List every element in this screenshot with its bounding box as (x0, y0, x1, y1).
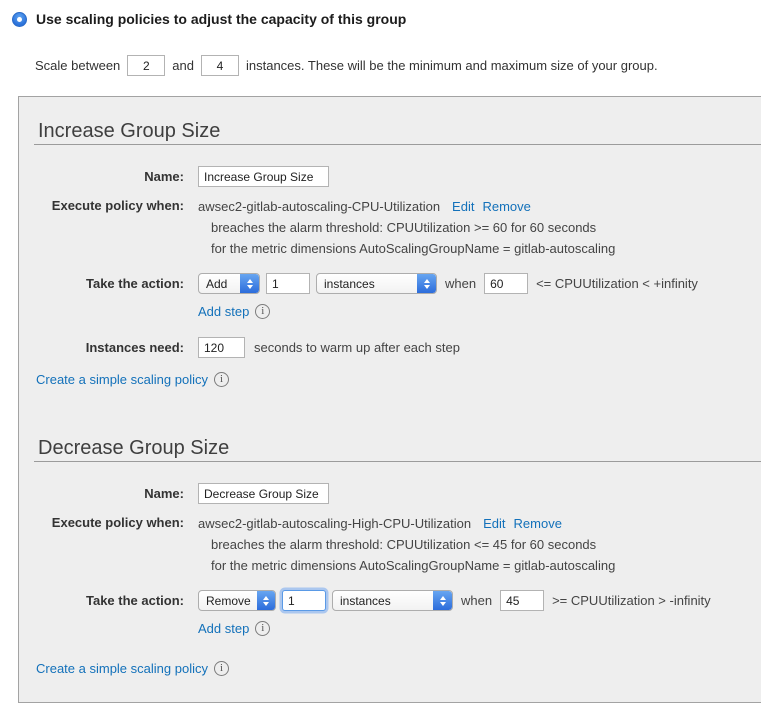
edit-alarm-link[interactable]: Edit (483, 516, 506, 531)
warmup-suffix: seconds to warm up after each step (254, 340, 460, 355)
decrease-execute-row (19, 513, 761, 576)
radio-selected-icon[interactable] (12, 12, 27, 27)
select-stepper-icon (417, 274, 436, 293)
increase-warmup-row (19, 337, 761, 358)
action-unit-select[interactable]: instances (332, 590, 453, 611)
action-type-select[interactable]: Add (198, 273, 260, 294)
action-amount-input[interactable] (282, 590, 326, 611)
increase-action-row (19, 273, 761, 294)
threshold-input[interactable] (484, 273, 528, 294)
alarm-breach-line: breaches the alarm threshold: CPUUtilization >= 60 for 60 seconds (211, 220, 597, 235)
instances-need-label: Instances need: (85, 340, 184, 355)
scale-between-and: and (172, 58, 194, 73)
info-icon[interactable] (214, 372, 229, 387)
select-stepper-icon (433, 591, 452, 610)
decrease-add-step-row (19, 621, 761, 636)
add-step-link[interactable]: Add step (198, 621, 250, 636)
execute-policy-label: Execute policy when: (51, 198, 184, 213)
edit-alarm-link[interactable]: Edit (452, 199, 475, 214)
min-instances-input[interactable] (127, 55, 165, 76)
action-unit-select[interactable]: instances (316, 273, 437, 294)
warmup-seconds-input[interactable] (198, 337, 245, 358)
decrease-action-row (19, 590, 761, 611)
info-icon[interactable] (255, 621, 270, 636)
radio-option-label: Use scaling policies to adjust the capacity of this group (36, 11, 407, 27)
scale-between-row (35, 55, 658, 76)
remove-alarm-link[interactable]: Remove (482, 199, 531, 214)
name-label: Name: (144, 169, 184, 184)
decrease-policy-name-input[interactable] (198, 483, 329, 504)
execute-policy-label: Execute policy when: (51, 515, 184, 530)
max-instances-input[interactable] (201, 55, 239, 76)
scale-between-prefix: Scale between (35, 58, 121, 73)
take-action-label: Take the action: (85, 593, 184, 608)
scaling-policy-option-row (12, 11, 406, 27)
alarm-dimensions-line: for the metric dimensions AutoScalingGroupName = gitlab-autoscaling (211, 241, 616, 256)
scaling-policies-panel (18, 96, 761, 703)
condition-text: <= CPUUtilization < +infinity (536, 276, 698, 291)
increase-section-title: Increase Group Size (34, 97, 761, 145)
alarm-name: awsec2-gitlab-autoscaling-High-CPU-Utilization (198, 516, 472, 531)
decrease-section-title: Decrease Group Size (34, 414, 761, 462)
decrease-name-row (19, 483, 761, 504)
alarm-dimensions-line: for the metric dimensions AutoScalingGroupName = gitlab-autoscaling (211, 558, 616, 573)
decrease-simple-policy-row (36, 661, 761, 676)
when-label: when (445, 276, 477, 291)
increase-simple-policy-row (36, 372, 761, 387)
select-stepper-icon (240, 274, 259, 293)
info-icon[interactable] (214, 661, 229, 676)
action-type-select[interactable]: Remove (198, 590, 276, 611)
create-simple-policy-link[interactable]: Create a simple scaling policy (36, 661, 208, 676)
info-icon[interactable] (255, 304, 270, 319)
scale-between-suffix: instances. These will be the minimum and maximum size of your group. (245, 58, 658, 73)
select-stepper-icon (257, 591, 276, 610)
increase-policy-name-input[interactable] (198, 166, 329, 187)
create-simple-policy-link[interactable]: Create a simple scaling policy (36, 372, 208, 387)
add-step-link[interactable]: Add step (198, 304, 250, 319)
remove-alarm-link[interactable]: Remove (513, 516, 562, 531)
condition-text: >= CPUUtilization > -infinity (552, 593, 711, 608)
action-amount-input[interactable] (266, 273, 310, 294)
when-label: when (461, 593, 493, 608)
threshold-input[interactable] (500, 590, 544, 611)
increase-add-step-row (19, 304, 761, 319)
increase-name-row (19, 166, 761, 187)
alarm-breach-line: breaches the alarm threshold: CPUUtilization <= 45 for 60 seconds (211, 537, 597, 552)
name-label: Name: (144, 486, 184, 501)
take-action-label: Take the action: (85, 276, 184, 291)
increase-execute-row (19, 196, 761, 259)
alarm-name: awsec2-gitlab-autoscaling-CPU-Utilization (198, 199, 441, 214)
